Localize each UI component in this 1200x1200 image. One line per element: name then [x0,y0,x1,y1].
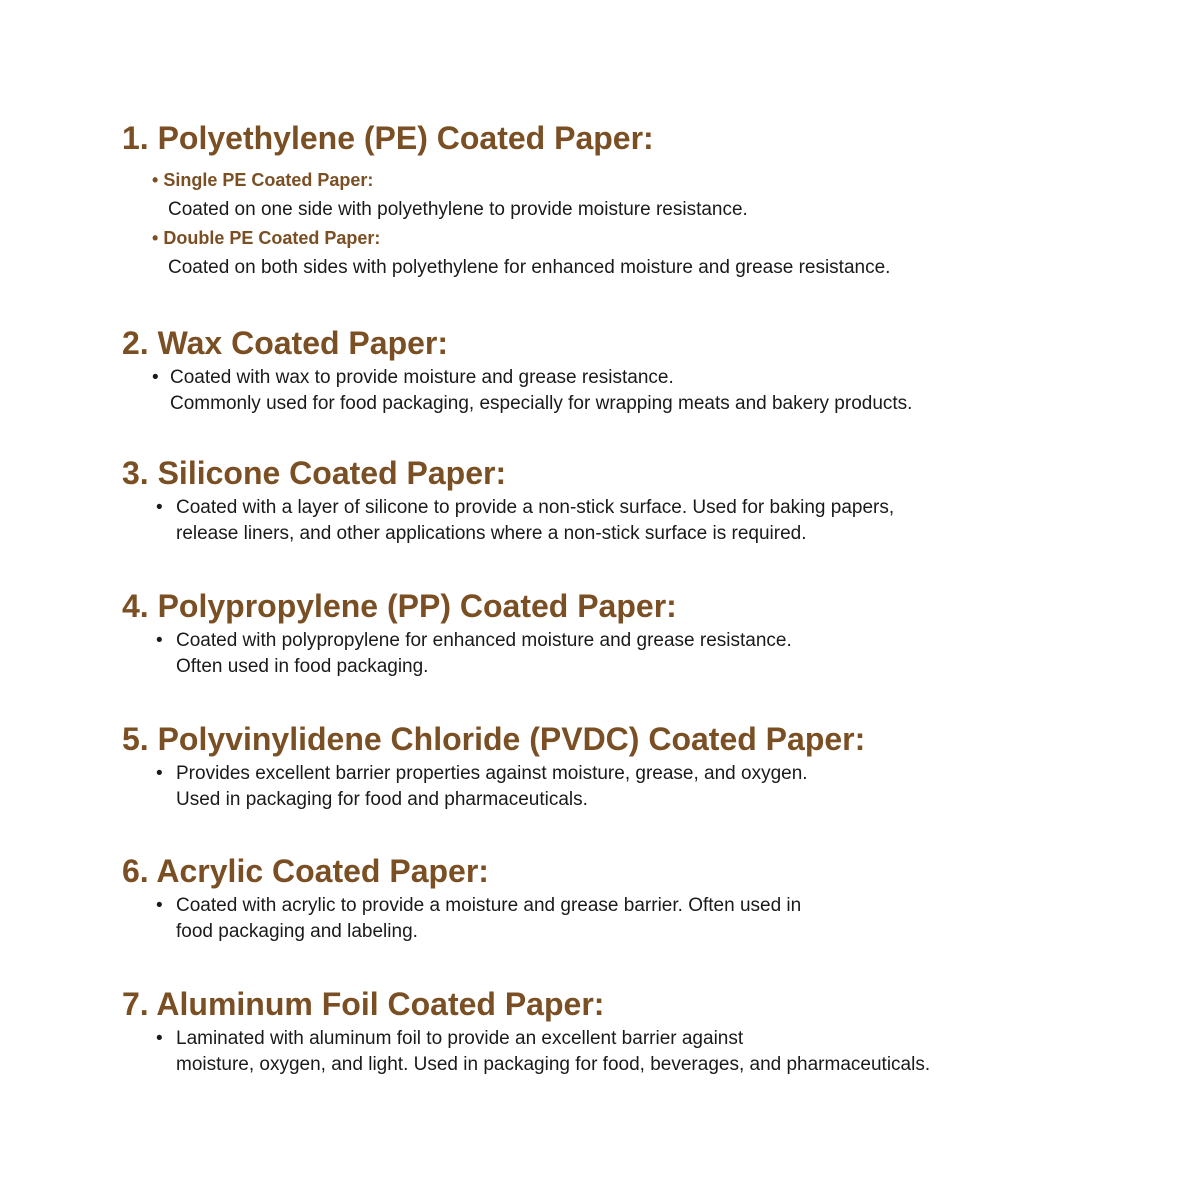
subitem-title-text: Double PE Coated Paper: [163,228,381,248]
subitem-title-text: Single PE Coated Paper: [163,170,374,190]
section-3 [122,454,894,547]
bullet-line: Coated with acrylic to provide a moisture and grease barrier. Often used in [176,895,802,916]
bullet-glyph: • [152,367,159,388]
bullet-line: Commonly used for food packaging, especially for wrapping meats and bakery products. [170,393,913,414]
section-7 [122,985,930,1078]
bullet-line: food packaging and labeling. [176,921,418,942]
subitem [122,226,890,281]
bullet-line: Coated with polypropylene for enhanced moisture and grease resistance. [176,630,792,651]
bullet-line: Coated with a layer of silicone to provide a non-stick surface. Used for baking papers, [176,497,895,518]
bullet-item [122,893,801,945]
section-heading: 6. Acrylic Coated Paper: [122,853,489,889]
subitem-title [152,168,890,192]
bullet-glyph: • [152,228,159,248]
bullet-glyph: • [156,497,163,518]
section-heading: 3. Silicone Coated Paper: [122,455,507,491]
bullet-glyph: • [156,630,163,651]
bullet-item [122,365,912,417]
bullet-line: release liners, and other applications where a non-stick surface is required. [176,523,807,544]
section-heading: 7. Aluminum Foil Coated Paper: [122,986,605,1022]
section-heading: 5. Polyvinylidene Chloride (PVDC) Coated Paper: [122,721,866,757]
bullet-item [122,761,865,813]
section-5 [122,720,865,813]
subitem-desc: Coated on both sides with polyethylene for enhanced moisture and grease resistance. [168,257,891,278]
subitem-title [152,226,890,250]
subitem-desc: Coated on one side with polyethylene to provide moisture resistance. [168,199,748,220]
bullet-glyph: • [156,763,163,784]
bullet-line: Laminated with aluminum foil to provide an excellent barrier against [176,1028,744,1049]
bullet-item [122,495,894,547]
section-heading: 1. Polyethylene (PE) Coated Paper: [122,120,654,156]
bullet-line: moisture, oxygen, and light. Used in packaging for food, beverages, and pharmaceuticals. [176,1054,931,1075]
bullet-line: Used in packaging for food and pharmaceuticals. [176,789,588,810]
bullet-line: Coated with wax to provide moisture and grease resistance. [170,367,674,388]
section-1 [122,119,890,281]
bullet-line: Provides excellent barrier properties against moisture, grease, and oxygen. [176,763,808,784]
bullet-glyph: • [156,1028,163,1049]
bullet-glyph: • [152,170,159,190]
section-2 [122,324,912,417]
bullet-item [122,1026,930,1078]
section-heading: 4. Polypropylene (PP) Coated Paper: [122,588,677,624]
section-6 [122,852,801,945]
section-4 [122,587,792,680]
bullet-line: Often used in food packaging. [176,656,429,677]
bullet-glyph: • [156,895,163,916]
subitem [122,168,890,223]
bullet-item [122,628,792,680]
section-heading: 2. Wax Coated Paper: [122,325,449,361]
